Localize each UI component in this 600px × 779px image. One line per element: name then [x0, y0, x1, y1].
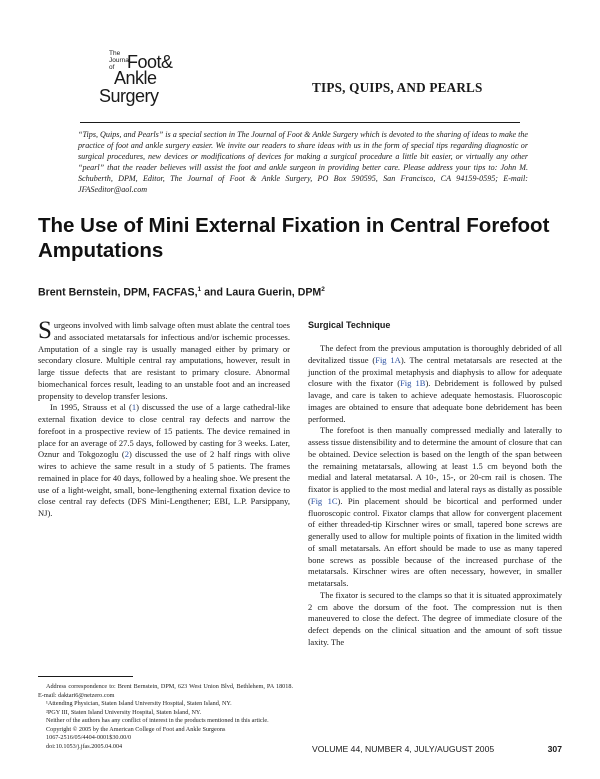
footnote-issn: 1067-2516/05/4404-0001$30.00/0 [46, 734, 132, 741]
author-line [38, 286, 325, 299]
right-paragraph-1: The defect from the previous amputation is thoroughly debrided of all devitalized tissue (Fig 1A). The central metatarsals are resected at the junction of the proximal metaphysis and diaphysis to allow for adequate closure with the fixator (Fig 1B). Debridement is followed by pulsed lavage, and care is taken to achieve adequate hemostasis. Fluoroscopic images are obtained to ensure that adequate bone debridement has been performed. [308, 343, 563, 424]
logo-foot: Foot& [127, 52, 173, 72]
issue-info: VOLUME 44, NUMBER 4, JULY/AUGUST 2005 [312, 744, 495, 754]
header-rule [80, 122, 520, 123]
author-2: and Laura Guerin, DPM [201, 286, 322, 299]
left-column [38, 317, 290, 520]
section-title: TIPS, QUIPS, AND PEARLS [312, 80, 483, 95]
reference-link-2[interactable]: 2 [124, 449, 129, 460]
left-paragraph-2: In 1995, Strauss et al (1) discussed the use of a large cathedral-like external fixation device to close central ray defects and narrow the forefoot in a prospective review of 15 patients. The device remained in place for an average of 27.5 days, followed by casting for 3 weeks. Later, Oznur and Tokgozoglu (2) discussed the use of 2 half rings with olive wires to achieve the same result in a study of 5 patients. The frames remained in place for 40 days, followed by a healing shoe. We present the use of a light-weight, small, bone-lengthening external fixation device to close central ray defects (DFS Mini-Lengthener; EBI, L.P. Parsippany, NJ). [38, 402, 290, 518]
subheading-surgical-technique: Surgical Technique [308, 320, 391, 330]
footnote-rule [38, 676, 133, 677]
figure-link-1a[interactable]: Fig 1A [375, 354, 401, 365]
footnote-copyright: Copyright © 2005 by the American College of Foot and Ankle Surgeons [46, 725, 226, 733]
footnote-doi: doi:10.1053/j.jfas.2005.04.004 [46, 742, 123, 750]
drop-cap: S [38, 317, 52, 344]
reference-link-1[interactable]: 1 [131, 402, 137, 413]
footnotes [38, 683, 293, 751]
article-title: The Use of Mini External Fixation in Central Forefoot Amputations [38, 214, 550, 262]
page-number: 307 [547, 744, 562, 754]
section-intro: “Tips, Quips, and Pearls” is a special section in The Journal of Foot & Ankle Surgery which is devoted to the sharing of ideas to make the practice of foot and ankle surgery easier. We invite our readers to share ideas with us in the form of special tips regarding diagnostic or surgical procedures, new devices or modifications of devices for making a surgical procedure a little bit easier, or virtually any other “pearl” that the reader believes will assist the foot and ankle surgeon in providing better care. Please address your tips to: John M. Schuberth, DPM, Editor, The Journal of Foot & Ankle Surgery, PO Box 590595, San Francisco, CA 94159-0595; E-mail: JFASeditor@aol.com [78, 130, 528, 194]
author-1: Brent Bernstein, DPM, FACFAS, [38, 286, 198, 299]
footnote-affiliation-1: ¹Attending Physician, Staten Island University Hospital, Staten Island, NY. [46, 700, 232, 707]
author-1-affil: 1 [197, 286, 202, 293]
right-column [308, 320, 562, 649]
right-paragraph-2: The forefoot is then manually compressed medially and laterally to assess tissue distensibility and to determine the amount of closure that can be obtained. Device selection is based on the length of the span between the remaining metatarsals, allowing at least 1.5 cm beyond both the medial and lateral metatarsal. A 10-, 15-, or 20-cm rail is chosen. The fixator is applied to the most medial and lateral rays as distally as possible (Fig 1C). Pin placement should be bicortical and performed under fluoroscopic control. Fixator clamps that allow for convergent placement of either threaded-tip Kirschner wires or small, tapered bone screws are generally used to allow for multiple points of fixation in the limited width of small metatarsals. An effort should be made to use as many tapered bone screws as possible because of the increased purchase of the metatarsals. Kirschner wires are often necessary, however, in smaller metatarsals. [308, 425, 562, 588]
author-2-affil: 2 [321, 286, 325, 293]
footnote-conflict: Neither of the authors has any conflict of interest in the products mentioned in this article. [46, 717, 269, 724]
logo-ankle: Ankle [114, 68, 157, 88]
logo-of: of [109, 64, 115, 71]
footnote-correspondence: Address correspondence to: Brent Bernstein, DPM, 623 West Union Blvd, Bethlehem, PA 18018. E-mail: daktari6@netzero.com [38, 683, 293, 699]
figure-link-1b[interactable]: Fig 1B [400, 378, 426, 389]
logo-surgery: Surgery [99, 86, 159, 106]
figure-link-1c[interactable]: Fig 1C [310, 495, 338, 506]
journal-logo [96, 50, 196, 116]
logo-journal: Journal [109, 57, 131, 64]
left-paragraph-1: Surgeons involved with limb salvage often must ablate the central toes and associated metatarsals for infectious and/or ischemic processes. Amputation of a single ray is usually managed either by primary or secondary closure. Multiple central ray amputations, however, result in large tissue defects that are resistant to primary closure. Abnormal biomechanical forces result, leading to an unstable foot and an increased propensity to develop transfer lesions. [38, 317, 290, 401]
logo-the: The [109, 50, 121, 57]
right-paragraph-3: The fixator is secured to the clamps so that it is situated approximately 2 cm above the dorsum of the foot. The compression nut is then maneuvered to close the defect. The degree of immediate closure of the defect depends on the clinical situation and the amount of soft tissue laxity. The [308, 589, 562, 647]
page-footer [312, 744, 562, 754]
footnote-affiliation-2: ²PGY III, Staten Island University Hospital, Staten Island, NY. [46, 708, 202, 716]
